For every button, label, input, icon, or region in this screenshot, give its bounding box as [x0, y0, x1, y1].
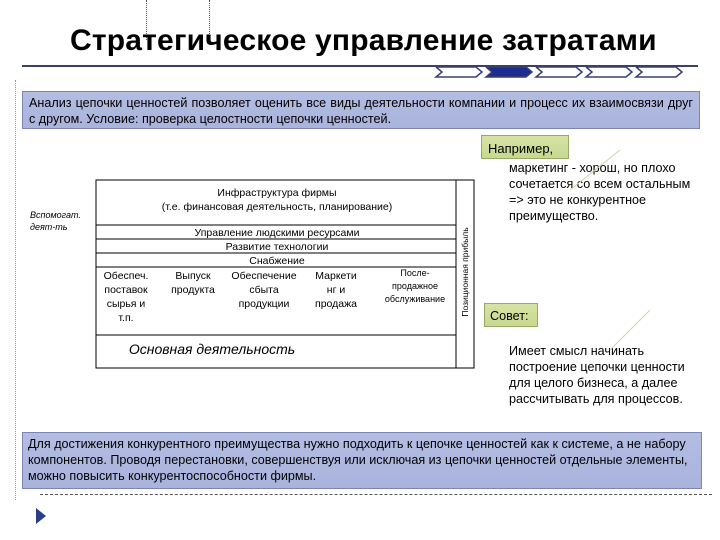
primary-5-line1: После-	[400, 268, 430, 278]
decor-dotted-line	[15, 80, 16, 500]
intro-box: Анализ цепочки ценностей позволяет оценить все виды деятельности компании и процесс их взаимосвязи друг с другом. Условие: проверка целостности цепочки ценностей.	[22, 91, 700, 129]
primary-2-line2: продукта	[171, 284, 215, 296]
advice-text: Имеет смысл начинать построение цепочки ценности для целого бизнеса, а далее рассчитывать для процессов.	[509, 344, 685, 406]
primary-3-line3: продукции	[238, 298, 290, 310]
primary-1-line1: Обеспеч.	[103, 270, 149, 282]
primary-3-line2: сбыта	[249, 284, 279, 296]
primary-1-line2: поставок	[104, 284, 148, 296]
chevron-right-icon	[436, 67, 682, 77]
example-text: маркетинг - хорош, но плохо сочетается со всем остальным => это не конкурентное преимущество.	[509, 161, 691, 223]
primary-4-line3: продажа	[315, 298, 357, 310]
chevron-strip	[430, 66, 710, 78]
margin-label: Позиционная прибыль	[460, 227, 470, 317]
infrastructure-subtitle: (т.е. финансовая деятельность, планирование)	[161, 201, 393, 213]
primary-5-line3: обслуживание	[384, 294, 446, 304]
value-chain-diagram	[22, 172, 476, 370]
primary-2-line1: Выпуск	[175, 270, 211, 282]
page-title: Стратегическое управление затратами	[70, 24, 657, 57]
decor-strokes	[560, 150, 720, 410]
example-label-tab: Например,	[481, 135, 569, 159]
primary-activity-label: Основная деятельность	[128, 341, 296, 357]
primary-1-line3: сырья и	[106, 298, 146, 310]
primary-4-line1: Маркети	[315, 270, 357, 282]
infrastructure-title: Инфраструктура фирмы	[217, 187, 337, 199]
play-icon[interactable]	[36, 508, 46, 524]
advice-label-tab: Совет:	[484, 303, 538, 327]
footer-dashed-line	[40, 494, 712, 495]
conclusion-box: Для достижения конкурентного преимущества нужно подходить к цепочке ценностей как к системе, а не набору компонентов. Проводя перестановки, совершенствуя или исключая из цепочки ценностей отдельные элементы, можно повысить конкурентоспособности фирмы.	[22, 432, 702, 489]
supply-label: Снабжение	[249, 255, 305, 267]
primary-5-line2: продажное	[392, 281, 438, 291]
primary-3-line1: Обеспечение	[231, 270, 297, 282]
primary-1-line4: т.п.	[118, 312, 134, 324]
hr-label: Управление людскими ресурсами	[194, 227, 360, 239]
support-label-1: Вспомогат. деят-ть	[30, 210, 81, 232]
primary-4-line2: нг и	[326, 284, 346, 296]
tech-label: Развитие технологии	[225, 241, 329, 253]
